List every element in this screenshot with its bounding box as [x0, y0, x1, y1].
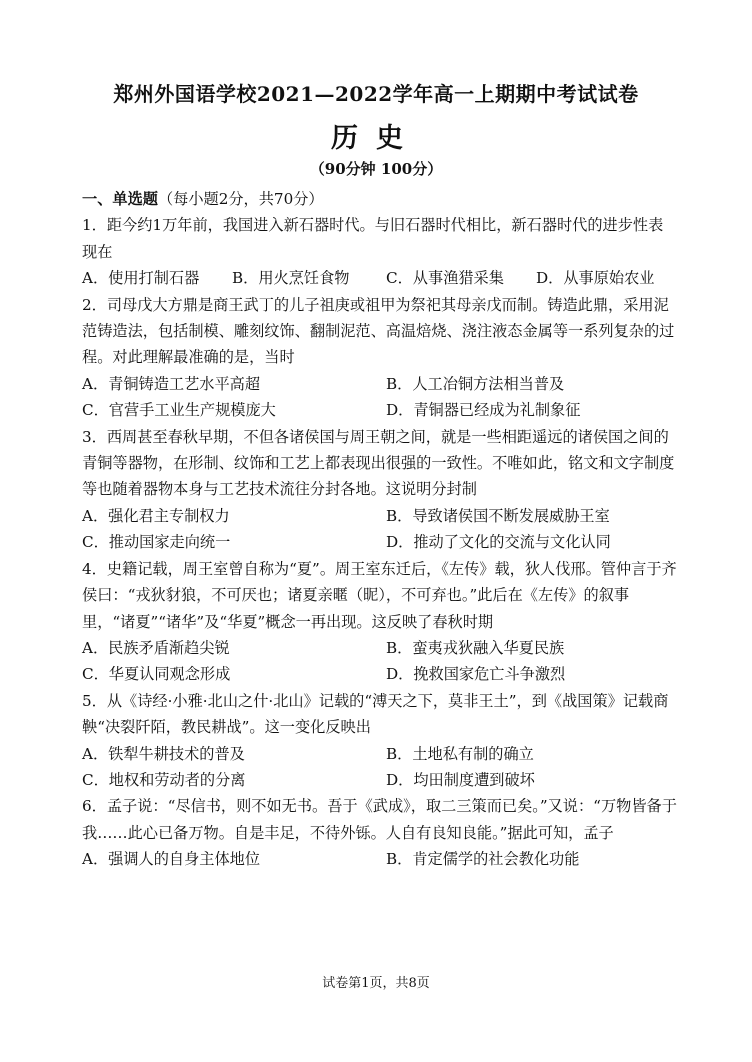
question-options — [82, 767, 678, 793]
option-a: A．强化君主专制权力 — [82, 506, 230, 525]
question-options — [82, 661, 678, 687]
option-a: A．使用打制石器 — [82, 269, 200, 288]
question-2 — [82, 292, 678, 424]
subject-title: 历史 — [331, 123, 421, 154]
question-1 — [82, 212, 678, 291]
option-c: C．官营手工业生产规模庞大 — [82, 401, 276, 420]
option-c: C．推动国家走向统一 — [82, 533, 231, 552]
page-footer: 试卷第1页，共8页 — [322, 976, 430, 991]
option-a: A．铁犁牛耕技术的普及 — [82, 744, 245, 763]
option-b: B．用火烹饪食物 — [232, 269, 350, 288]
option-b: B．肯定儒学的社会教化功能 — [386, 850, 580, 869]
option-c: C．从事渔猎采集 — [386, 269, 504, 288]
option-b: B．导致诸侯国不断发展威胁王室 — [386, 506, 610, 525]
option-b: B．人工冶铜方法相当普及 — [386, 374, 565, 393]
option-d: D．推动了文化的交流与文化认同 — [386, 533, 611, 552]
question-options — [82, 846, 678, 872]
question-options — [82, 635, 678, 661]
option-b: B．土地私有制的确立 — [386, 744, 534, 763]
option-b: B．蛮夷戎狄融入华夏民族 — [386, 638, 565, 657]
section-heading — [82, 186, 678, 212]
question-options — [82, 397, 678, 423]
exam-title: 郑州外国语学校2021—2022学年高一上期期中考试试卷 — [113, 82, 639, 106]
question-stem: 2．司母戊大方鼎是商王武丁的儿子祖庚或祖甲为祭祀其母亲戊而制。铸造此鼎，采用泥范铸造法，包括制模、雕刻纹饰、翻制泥范、高温焙烧、浇注液态金属等一系列复杂的过程。对此理解最准确的是，当时 — [82, 295, 675, 367]
option-a: A．青铜铸造工艺水平高超 — [82, 374, 261, 393]
question-3 — [82, 424, 678, 556]
question-options — [82, 741, 678, 767]
question-stem: 4．史籍记载，周王室曾自称为“夏”。周王室东迁后，《左传》载，狄人伐邢。管仲言于齐侯曰：“戎狄豺狼，不可厌也；诸夏亲暱（昵），不可弃也。”此后在《左传》的叙事里，“诸夏”“诸华”及“华夏”概念一再出现。这反映了春秋时期 — [82, 559, 677, 631]
question-4 — [82, 556, 678, 688]
option-d: D．从事原始农业 — [536, 269, 655, 288]
question-stem: 1．距今约1万年前，我国进入新石器时代。与旧石器时代相比，新石器时代的进步性表现在 — [82, 216, 664, 261]
option-d: D．均田制度遭到破坏 — [386, 770, 535, 789]
question-options — [82, 529, 678, 555]
option-d: D．挽救国家危亡斗争激烈 — [386, 665, 566, 684]
question-6 — [82, 793, 678, 872]
question-options — [82, 503, 678, 529]
question-options — [82, 265, 678, 291]
option-a: A．强调人的自身主体地位 — [82, 850, 261, 869]
section-note: （每小题2分，共70分） — [157, 190, 324, 208]
question-options — [82, 371, 678, 397]
question-stem: 6．孟子说：“尽信书，则不如无书。吾于《武成》，取二三策而已矣。”又说：“万物皆备于我……此心已备万物。自是丰足，不待外铄。人自有良知良能。”据此可知，孟子 — [82, 797, 677, 842]
section-title: 一、单选题 — [82, 190, 158, 208]
question-stem: 5．从《诗经·小雅·北山之什·北山》记载的“溥天之下，莫非王土”，到《战国策》记载商鞅“决裂阡陌，教民耕战”。这一变化反映出 — [82, 691, 669, 737]
exam-duration: （90分钟 100分） — [309, 160, 443, 178]
option-c: C．华夏认同观念形成 — [82, 665, 231, 684]
option-d: D．青铜器已经成为礼制象征 — [386, 401, 581, 420]
exam-content — [82, 186, 678, 873]
option-a: A．民族矛盾渐趋尖锐 — [82, 638, 230, 657]
option-c: C．地权和劳动者的分离 — [82, 770, 246, 789]
question-5 — [82, 688, 678, 794]
question-stem: 3．西周甚至春秋早期，不但各诸侯国与周王朝之间，就是一些相距遥远的诸侯国之间的青铜等器物，在形制、纹饰和工艺上都表现出很强的一致性。不唯如此，铭文和文字制度等也随着器物本身与工艺技术流往分封各地。这说明分封制 — [82, 427, 675, 499]
